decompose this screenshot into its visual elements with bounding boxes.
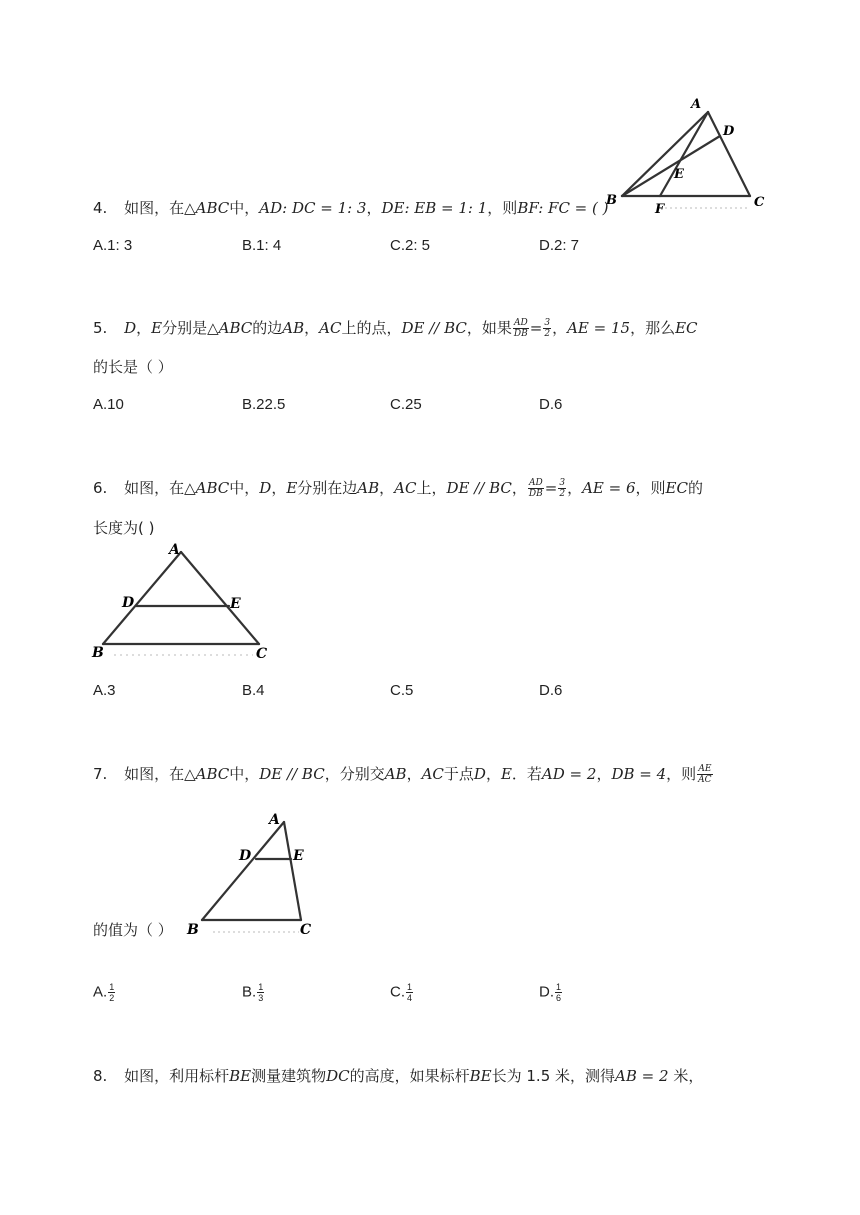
q7-option-b-fraction: $\frac{1}{3}$ — [258, 982, 264, 1003]
q6-figure — [88, 540, 278, 665]
q5-question-line2: 的长是（ ） — [93, 358, 173, 376]
q7-option-c[interactable]: C. $\frac{1}{4}$ — [390, 982, 413, 1003]
q7-option-a-fraction: $\frac{1}{2}$ — [109, 982, 115, 1003]
q4-question-text: 4. 如图，在△ABC中，AD: DC = 1: 3，DE: EB = 1: 1，则BF: FC = ( ) — [93, 199, 609, 217]
q6-fraction-ad-db: $\frac{AD}{DB}$ — [528, 478, 543, 499]
q7-label-c: C — [300, 922, 312, 938]
q7-fraction-ae-ac: $\frac{AE}{AC}$ — [698, 764, 712, 785]
q5-fraction-ad-db: $\frac{AD}{DB}$ — [513, 318, 528, 339]
q4-label-c: C — [754, 195, 765, 210]
q5-option-c[interactable]: C.25 — [390, 396, 422, 413]
q4-option-a[interactable]: A.1: 3 — [93, 237, 133, 254]
q6-option-d[interactable]: D.6 — [539, 682, 563, 699]
q6-option-c[interactable]: C.5 — [390, 682, 414, 699]
q7-figure — [183, 806, 323, 941]
q4-figure — [600, 92, 775, 214]
q5-option-b[interactable]: B.22.5 — [242, 396, 286, 413]
q8-question-line1: 8. 如图，利用标杆BE测量建筑物DC的高度，如果标杆BE长为 1.5 米，测得AB = 2 米， — [93, 1067, 704, 1085]
q4-option-d[interactable]: D.2: 7 — [539, 237, 580, 254]
q5-option-a[interactable]: A.10 — [93, 396, 124, 413]
q7-option-d-fraction: $\frac{1}{6}$ — [556, 982, 562, 1003]
q6-option-b[interactable]: B.4 — [242, 682, 265, 699]
q7-label-a: A — [269, 812, 280, 828]
q4-option-b[interactable]: B.1: 4 — [242, 237, 282, 254]
q7-number: 7. — [93, 765, 108, 783]
q7-label-b: B — [187, 922, 199, 938]
q4-label-f: F — [655, 202, 665, 214]
q7-label-e: E — [293, 848, 304, 864]
q4-label-a: A — [691, 97, 702, 112]
q4-label-e: E — [674, 167, 684, 182]
q5-fraction-value: $\frac{3}{2}$ — [544, 318, 551, 339]
q6-number: 6. — [93, 479, 108, 497]
q4-label-d: D — [723, 124, 735, 139]
q5-option-d[interactable]: D.6 — [539, 396, 563, 413]
q6-question-line1: 6. 如图，在△ABC中，D，E分别在边AB，AC上，DE // BC， $\frac{AD}{DB}$ = $\frac{3}{2}$ ，AE = 6，则EC的 — [93, 478, 703, 499]
q6-label-a: A — [169, 542, 180, 558]
q7-label-d: D — [239, 848, 252, 864]
q6-label-e: E — [230, 596, 241, 612]
q7-option-a[interactable]: A. $\frac{1}{2}$ — [93, 982, 115, 1003]
q6-fraction-value: $\frac{3}{2}$ — [559, 478, 566, 499]
q6-label-c: C — [256, 646, 268, 662]
q6-option-a[interactable]: A.3 — [93, 682, 116, 699]
q6-question-line2: 长度为( ) — [93, 519, 155, 537]
q5-number: 5. — [93, 319, 108, 337]
q4-option-c[interactable]: C.2: 5 — [390, 237, 431, 254]
q6-label-b: B — [92, 645, 104, 661]
q4-number: 4. — [93, 199, 108, 217]
q7-option-b[interactable]: B. $\frac{1}{3}$ — [242, 982, 264, 1003]
q4-label-b: B — [606, 193, 617, 208]
q7-option-c-fraction: $\frac{1}{4}$ — [407, 982, 413, 1003]
q7-question-line2: 的值为（ ） — [93, 921, 173, 939]
q6-label-d: D — [122, 595, 135, 611]
q8-number: 8. — [93, 1067, 108, 1085]
q7-question-line1: 7. 如图，在△ABC中，DE // BC，分别交AB，AC于点D，E．若AD = 2，DB = 4，则 $\frac{AE}{AC}$ — [93, 764, 712, 785]
q7-option-d[interactable]: D. $\frac{1}{6}$ — [539, 982, 562, 1003]
q5-question-line1: 5. D，E分别是△ABC的边AB，AC上的点，DE // BC，如果 $\frac{AD}{DB}$ = $\frac{3}{2}$ ，AE = 15，那么EC — [93, 318, 698, 339]
